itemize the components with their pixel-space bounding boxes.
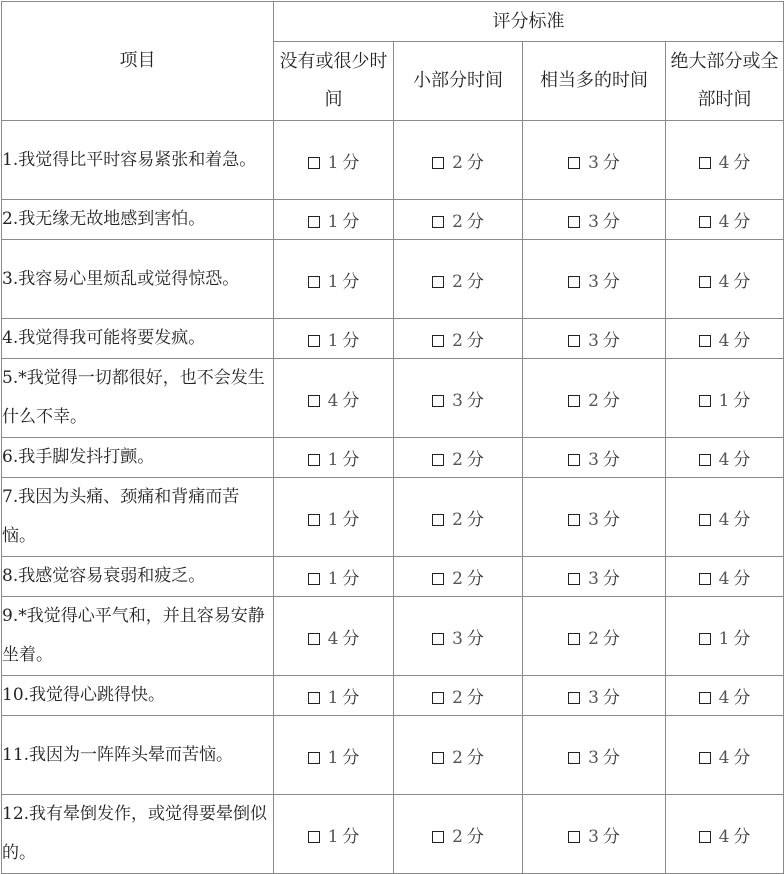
score-unit: 分	[342, 271, 360, 292]
score-unit: 分	[602, 509, 620, 530]
score-value: 2	[588, 628, 599, 649]
score-value: 3	[588, 509, 599, 530]
score-unit: 分	[602, 826, 620, 847]
score-unit: 分	[466, 688, 484, 708]
score-value: 1	[327, 212, 339, 232]
checkbox-icon[interactable]	[568, 454, 580, 466]
checkbox-icon[interactable]	[308, 692, 320, 704]
checkbox-icon[interactable]	[432, 752, 444, 764]
score-option[interactable]	[394, 795, 523, 874]
score-option[interactable]	[394, 676, 523, 716]
score-value: 1	[327, 569, 339, 589]
checkbox-icon[interactable]	[432, 514, 444, 526]
score-value: 3	[588, 450, 599, 470]
score-unit: 分	[602, 390, 620, 411]
table-row	[2, 240, 784, 319]
score-value: 2	[452, 212, 463, 232]
score-value: 1	[718, 628, 730, 649]
score-value: 2	[588, 390, 599, 411]
score-unit: 分	[733, 747, 751, 768]
score-value: 1	[327, 747, 339, 768]
checkbox-icon[interactable]	[568, 752, 580, 764]
score-option[interactable]	[523, 438, 666, 478]
score-unit: 分	[602, 331, 620, 351]
score-option[interactable]	[523, 795, 666, 874]
score-option[interactable]	[274, 319, 394, 359]
table-row	[2, 121, 784, 200]
score-value: 1	[327, 331, 339, 351]
score-unit: 分	[602, 271, 620, 292]
score-option[interactable]	[394, 597, 523, 676]
question-text: 11.我因为一阵阵头晕而苦恼。	[2, 716, 274, 795]
question-text: 6.我手脚发抖打颤。	[2, 438, 274, 478]
score-option[interactable]	[394, 557, 523, 597]
question-text: 7.我因为头痛、颈痛和背痛而苦恼。	[2, 478, 274, 557]
checkbox-icon[interactable]	[432, 454, 444, 466]
score-option[interactable]	[274, 597, 394, 676]
checkbox-icon[interactable]	[568, 276, 580, 288]
table-row	[2, 359, 784, 438]
score-value: 1	[327, 509, 339, 530]
score-unit: 分	[342, 152, 360, 173]
score-unit: 分	[733, 212, 751, 232]
score-unit: 分	[342, 212, 360, 232]
score-unit: 分	[733, 390, 751, 411]
checkbox-icon[interactable]	[308, 395, 320, 407]
checkbox-icon[interactable]	[308, 216, 320, 228]
score-value: 3	[588, 212, 599, 232]
score-unit: 分	[342, 747, 360, 768]
score-value: 1	[718, 390, 730, 411]
score-value: 2	[452, 569, 463, 589]
score-option[interactable]	[666, 557, 784, 597]
score-option[interactable]	[666, 716, 784, 795]
checkbox-icon[interactable]	[699, 573, 711, 585]
score-option[interactable]	[666, 200, 784, 240]
checkbox-icon[interactable]	[308, 573, 320, 585]
score-option[interactable]	[523, 200, 666, 240]
score-option[interactable]	[523, 478, 666, 557]
score-value: 2	[452, 331, 463, 351]
checkbox-icon[interactable]	[432, 395, 444, 407]
score-unit: 分	[466, 628, 484, 649]
score-unit: 分	[466, 271, 484, 292]
question-text: 1.我觉得比平时容易紧张和着急。	[2, 121, 274, 200]
score-option[interactable]	[523, 319, 666, 359]
score-option[interactable]	[523, 240, 666, 319]
score-value: 1	[327, 152, 339, 173]
score-value: 4	[718, 569, 730, 589]
scoring-standard-header: 评分标准	[274, 2, 784, 42]
score-option[interactable]	[394, 359, 523, 438]
score-unit: 分	[342, 509, 360, 530]
score-value: 3	[452, 390, 463, 411]
score-unit: 分	[342, 450, 360, 470]
score-option[interactable]	[394, 121, 523, 200]
checkbox-icon[interactable]	[432, 216, 444, 228]
checkbox-icon[interactable]	[568, 335, 580, 347]
score-unit: 分	[733, 688, 751, 708]
score-option[interactable]	[666, 240, 784, 319]
checkbox-icon[interactable]	[308, 752, 320, 764]
score-option[interactable]	[523, 676, 666, 716]
score-option[interactable]	[523, 359, 666, 438]
checkbox-icon[interactable]	[308, 831, 320, 843]
table-row	[2, 676, 784, 716]
table-row	[2, 557, 784, 597]
score-value: 2	[452, 152, 463, 173]
score-value: 4	[718, 212, 730, 232]
table-row	[2, 438, 784, 478]
score-unit: 分	[602, 212, 620, 232]
checkbox-icon[interactable]	[432, 633, 444, 645]
score-unit: 分	[733, 569, 751, 589]
score-value: 4	[718, 271, 730, 292]
score-value: 4	[718, 509, 730, 530]
score-option[interactable]	[666, 121, 784, 200]
score-option[interactable]	[394, 478, 523, 557]
checkbox-icon[interactable]	[568, 692, 580, 704]
score-option[interactable]	[666, 319, 784, 359]
score-value: 3	[588, 152, 599, 173]
score-unit: 分	[466, 212, 484, 232]
score-option[interactable]	[394, 438, 523, 478]
checkbox-icon[interactable]	[699, 395, 711, 407]
checkbox-icon[interactable]	[699, 454, 711, 466]
score-value: 2	[452, 271, 463, 292]
score-value: 3	[588, 747, 599, 768]
option-header-most-or-all: 绝大部分或全部时间	[666, 42, 784, 121]
question-text: 12.我有晕倒发作，或觉得要晕倒似的。	[2, 795, 274, 874]
score-value: 4	[327, 628, 339, 649]
score-value: 3	[588, 826, 599, 847]
option-header-none-or-little: 没有或很少时间	[274, 42, 394, 121]
score-unit: 分	[733, 331, 751, 351]
score-unit: 分	[342, 569, 360, 589]
score-unit: 分	[602, 569, 620, 589]
score-option[interactable]	[666, 597, 784, 676]
score-option[interactable]	[394, 240, 523, 319]
score-value: 3	[452, 628, 463, 649]
checkbox-icon[interactable]	[699, 216, 711, 228]
score-option[interactable]	[523, 716, 666, 795]
score-value: 1	[327, 688, 339, 708]
score-unit: 分	[466, 152, 484, 173]
score-option[interactable]	[394, 200, 523, 240]
table-row	[2, 319, 784, 359]
checkbox-icon[interactable]	[308, 276, 320, 288]
score-unit: 分	[733, 826, 751, 847]
score-option[interactable]	[523, 557, 666, 597]
checkbox-icon[interactable]	[568, 514, 580, 526]
checkbox-icon[interactable]	[568, 831, 580, 843]
score-value: 2	[452, 509, 463, 530]
checkbox-icon[interactable]	[432, 335, 444, 347]
checkbox-icon[interactable]	[432, 831, 444, 843]
score-unit: 分	[342, 826, 360, 847]
score-value: 4	[718, 688, 730, 708]
score-unit: 分	[602, 688, 620, 708]
score-value: 3	[588, 271, 599, 292]
score-value: 1	[327, 826, 339, 847]
question-rows	[2, 121, 784, 874]
score-value: 2	[452, 688, 463, 708]
score-option[interactable]	[666, 478, 784, 557]
score-value: 4	[327, 390, 339, 411]
question-text: 10.我觉得心跳得快。	[2, 676, 274, 716]
item-column-header: 项目	[2, 2, 274, 121]
score-value: 4	[718, 450, 730, 470]
checkbox-icon[interactable]	[699, 276, 711, 288]
score-unit: 分	[466, 826, 484, 847]
table-row	[2, 716, 784, 795]
checkbox-icon[interactable]	[308, 157, 320, 169]
score-unit: 分	[602, 152, 620, 173]
score-unit: 分	[733, 509, 751, 530]
score-unit: 分	[342, 331, 360, 351]
checkbox-icon[interactable]	[699, 752, 711, 764]
score-option[interactable]	[523, 597, 666, 676]
option-header-some-time: 小部分时间	[394, 42, 523, 121]
checkbox-icon[interactable]	[699, 514, 711, 526]
checkbox-icon[interactable]	[568, 573, 580, 585]
score-option[interactable]	[274, 121, 394, 200]
score-value: 3	[588, 569, 599, 589]
score-unit: 分	[733, 450, 751, 470]
score-option[interactable]	[274, 200, 394, 240]
option-header-good-part: 相当多的时间	[523, 42, 666, 121]
score-unit: 分	[733, 628, 751, 649]
table-row	[2, 597, 784, 676]
score-unit: 分	[342, 688, 360, 708]
question-text: 9.*我觉得心平气和，并且容易安静坐着。	[2, 597, 274, 676]
checkbox-icon[interactable]	[699, 633, 711, 645]
score-option[interactable]	[523, 121, 666, 200]
score-value: 4	[718, 152, 730, 173]
question-text: 2.我无缘无故地感到害怕。	[2, 200, 274, 240]
checkbox-icon[interactable]	[568, 633, 580, 645]
score-unit: 分	[733, 152, 751, 173]
score-option[interactable]	[394, 716, 523, 795]
score-value: 4	[718, 331, 730, 351]
score-value: 2	[452, 450, 463, 470]
score-value: 3	[588, 331, 599, 351]
score-unit: 分	[602, 747, 620, 768]
score-value: 3	[588, 688, 599, 708]
checkbox-icon[interactable]	[432, 573, 444, 585]
score-option[interactable]	[274, 359, 394, 438]
score-option[interactable]	[666, 438, 784, 478]
score-option[interactable]	[274, 716, 394, 795]
score-option[interactable]	[394, 319, 523, 359]
checkbox-icon[interactable]	[308, 633, 320, 645]
score-unit: 分	[733, 271, 751, 292]
checkbox-icon[interactable]	[568, 157, 580, 169]
score-value: 2	[452, 747, 463, 768]
score-option[interactable]	[666, 795, 784, 874]
checkbox-icon[interactable]	[308, 335, 320, 347]
score-value: 1	[327, 450, 339, 470]
score-option[interactable]	[666, 359, 784, 438]
question-text: 5.*我觉得一切都很好，也不会发生什么不幸。	[2, 359, 274, 438]
score-unit: 分	[602, 450, 620, 470]
score-unit: 分	[466, 390, 484, 411]
checkbox-icon[interactable]	[699, 157, 711, 169]
score-unit: 分	[602, 628, 620, 649]
score-option[interactable]	[274, 240, 394, 319]
score-unit: 分	[342, 390, 360, 411]
table-row	[2, 478, 784, 557]
score-value: 4	[718, 826, 730, 847]
score-value: 2	[452, 826, 463, 847]
checkbox-icon[interactable]	[699, 692, 711, 704]
score-unit: 分	[466, 331, 484, 351]
score-unit: 分	[342, 628, 360, 649]
checkbox-icon[interactable]	[568, 216, 580, 228]
question-text: 4.我觉得我可能将要发疯。	[2, 319, 274, 359]
score-unit: 分	[466, 450, 484, 470]
score-option[interactable]	[274, 795, 394, 874]
score-option[interactable]	[274, 478, 394, 557]
score-option[interactable]	[274, 676, 394, 716]
checkbox-icon[interactable]	[699, 831, 711, 843]
checkbox-icon[interactable]	[699, 335, 711, 347]
checkbox-icon[interactable]	[432, 692, 444, 704]
checkbox-icon[interactable]	[432, 157, 444, 169]
checkbox-icon[interactable]	[308, 514, 320, 526]
checkbox-icon[interactable]	[308, 454, 320, 466]
score-unit: 分	[466, 569, 484, 589]
anxiety-scale-table	[1, 1, 784, 874]
score-option[interactable]	[274, 557, 394, 597]
score-value: 4	[718, 747, 730, 768]
score-value: 1	[327, 271, 339, 292]
question-text: 3.我容易心里烦乱或觉得惊恐。	[2, 240, 274, 319]
score-option[interactable]	[274, 438, 394, 478]
checkbox-icon[interactable]	[432, 276, 444, 288]
table-row	[2, 795, 784, 874]
checkbox-icon[interactable]	[568, 395, 580, 407]
score-unit: 分	[466, 747, 484, 768]
score-unit: 分	[466, 509, 484, 530]
question-text: 8.我感觉容易衰弱和疲乏。	[2, 557, 274, 597]
score-option[interactable]	[666, 676, 784, 716]
table-row	[2, 200, 784, 240]
